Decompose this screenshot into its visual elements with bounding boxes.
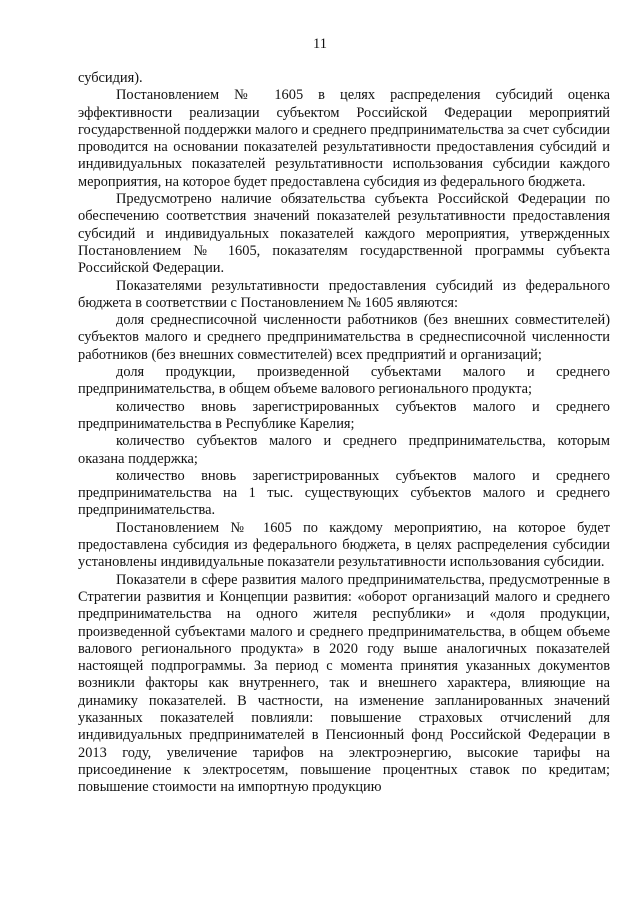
list-item: количество вновь зарегистрированных субъектов малого и среднего предпринимательства в Республике Карелия; bbox=[78, 398, 610, 432]
list-item: доля среднесписочной численности работников (без внешних совместителей) субъектов малого и среднего предпринимательства в среднесписочной численности работников (без внешних совместителей) всех предприятий и организаций; bbox=[78, 312, 610, 363]
list-item: количество субъектов малого и среднего предпринимательства, которым оказана поддержка; bbox=[78, 433, 610, 467]
list-item: количество вновь зарегистрированных субъектов малого и среднего предпринимательства на 1 тыс. существующих субъектов малого и среднего предпринимательства. bbox=[78, 467, 610, 519]
paragraph: Постановлением № 1605 по каждому мероприятию, на которое будет предоставлена субсидия из федерального бюджета, в целях распределения субсидии установлены индивидуальные показатели результативности использования субсидии. bbox=[78, 519, 610, 571]
paragraph: субсидия). bbox=[78, 70, 143, 86]
page-number: 11 bbox=[313, 36, 327, 52]
paragraph: Предусмотрено наличие обязательства субъекта Российской Федерации по обеспечению соответствия значений показателей результативности предоставления субсидий и индивидуальных показателей каждого мероприятия, утвержденных Постановлением № 1605, показателям государственной программы субъекта Российской Федерации. bbox=[78, 191, 610, 277]
document-body bbox=[78, 70, 610, 796]
list-item: доля продукции, произведенной субъектами малого и среднего предпринимательства, в общем объеме валового регионального продукта; bbox=[78, 364, 610, 398]
paragraph: Постановлением № 1605 в целях распределения субсидий оценка эффективности реализации субъектом Российской Федерации мероприятий государственной поддержки малого и среднего предпринимательства за счет субсидии проводится на основании показателей результативности предоставления субсидий и индивидуальных показателей результативности использования субсидии каждого мероприятия, на которое будет предоставлена субсидия из федерального бюджета. bbox=[78, 87, 610, 190]
paragraph: Показателями результативности предоставления субсидий из федерального бюджета в соответствии с Постановлением № 1605 являются: bbox=[78, 277, 610, 311]
paragraph: Показатели в сфере развития малого предпринимательства, предусмотренные в Стратегии развития и Концепции развития: «оборот организаций малого и среднего предпринимательства на одного жителя республики» и «доля продукции, произведенной субъектами малого и среднего предпринимательства, в общем объеме валового регионального продукта» в 2020 году выше аналогичных показателей настоящей подпрограммы. За период с момента принятия указанных документов возникли факторы как внутреннего, так и внешнего характера, влияющие на динамику показателей. В частности, на изменение запланированных значений указанных показателей повлияли: повышение страховых отчислений для индивидуальных предпринимателей в Пенсионный фонд Российской Федерации в 2013 году, увеличение тарифов на электроэнергию, высокие тарифы на присоединение к электросетям, повышение процентных ставок по кредитам; повышение стоимости на импортную продукцию bbox=[78, 571, 610, 796]
